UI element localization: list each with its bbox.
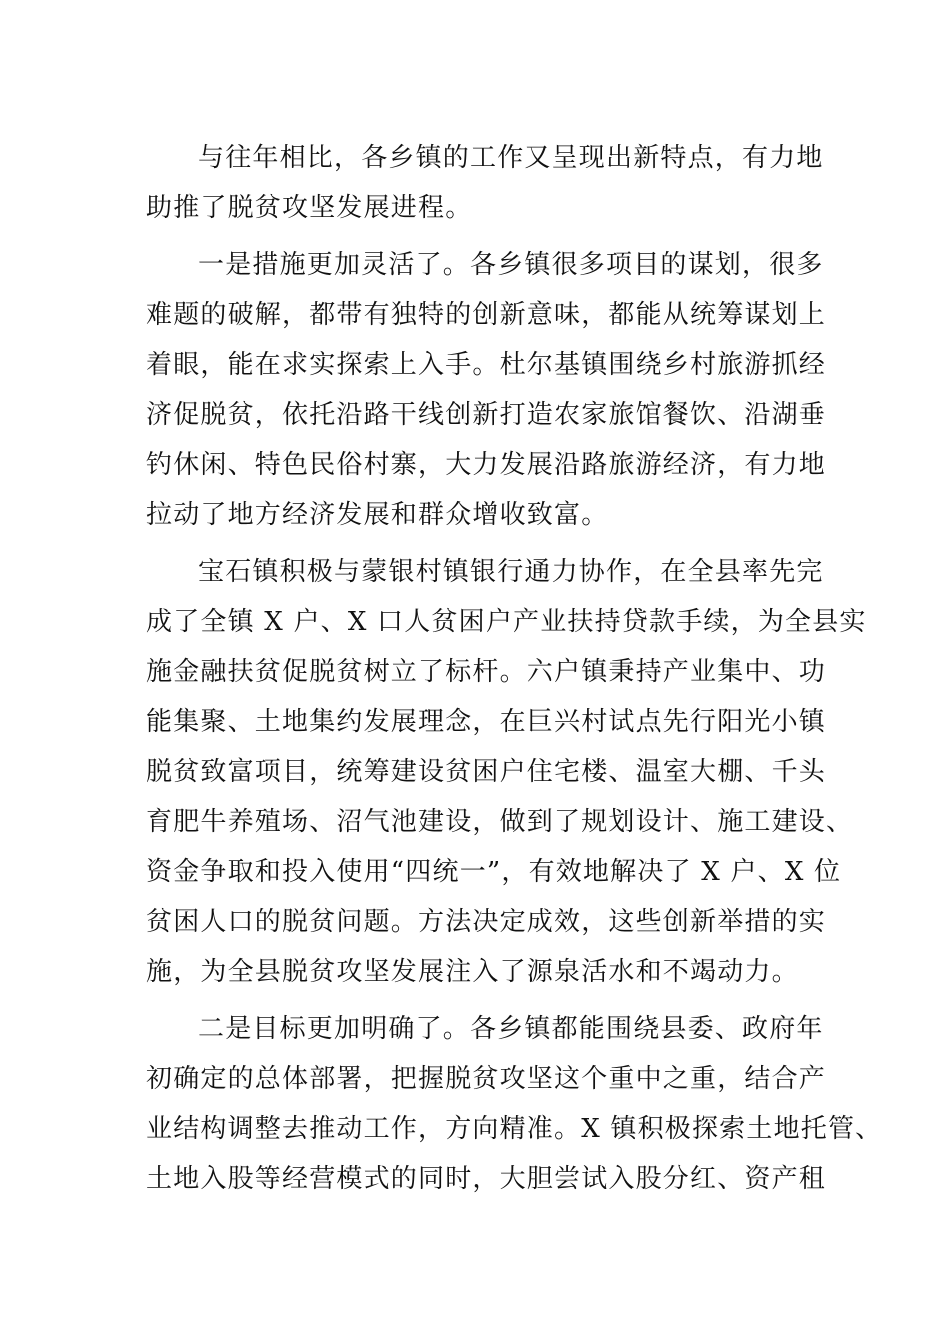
text-line: 二是目标更加明确了。各乡镇都能围绕县委、政府年 xyxy=(198,1014,824,1044)
text-line: 能集聚、土地集约发展理念，在巨兴村试点先行阳光小镇 xyxy=(146,707,827,737)
paragraph-goals xyxy=(146,1004,883,1204)
text-line: 施，为全县脱贫攻坚发展注入了源泉活水和不竭动力。 xyxy=(146,957,799,987)
text-line: 难题的破解，都带有独特的创新意味，都能从统筹谋划上 xyxy=(146,300,827,330)
text-line: 育肥牛养殖场、沼气池建设，做到了规划设计、施工建设、 xyxy=(146,807,854,837)
text-line: 资金争取和投入使用“四统一”，有效地解决了 X 户、X 位 xyxy=(146,857,842,887)
text-line: 一是措施更加灵活了。各乡镇很多项目的谋划，很多 xyxy=(198,250,824,280)
text-line: 钓休闲、特色民俗村寨，大力发展沿路旅游经济，有力地 xyxy=(146,450,827,480)
document-body xyxy=(146,133,883,1211)
paragraph-measures xyxy=(146,240,827,540)
text-line: 施金融扶贫促脱贫树立了标杆。六户镇秉持产业集中、功 xyxy=(146,657,827,687)
text-line: 成了全镇 X 户、X 口人贫困户产业扶持贷款手续，为全县实 xyxy=(146,607,867,637)
text-line: 土地入股等经营模式的同时，大胆尝试入股分红、资产租 xyxy=(146,1164,827,1194)
text-line: 着眼，能在求实探索上入手。杜尔基镇围绕乡村旅游抓经 xyxy=(146,350,827,380)
paragraph-examples xyxy=(146,547,867,997)
text-line: 业结构调整去推动工作，方向精准。X 镇积极探索土地托管、 xyxy=(146,1114,883,1144)
text-line: 济促脱贫，依托沿路干线创新打造农家旅馆餐饮、沿湖垂 xyxy=(146,400,827,430)
text-line: 助推了脱贫攻坚发展进程。 xyxy=(146,193,473,223)
paragraph-intro xyxy=(146,133,824,233)
text-line: 宝石镇积极与蒙银村镇银行通力协作，在全县率先完 xyxy=(198,557,824,587)
text-line: 与往年相比，各乡镇的工作又呈现出新特点，有力地 xyxy=(198,143,824,173)
text-line: 脱贫致富项目，统筹建设贫困户住宅楼、温室大棚、千头 xyxy=(146,757,827,787)
text-line: 拉动了地方经济发展和群众增收致富。 xyxy=(146,500,609,530)
text-line: 贫困人口的脱贫问题。方法决定成效，这些创新举措的实 xyxy=(146,907,827,937)
text-line: 初确定的总体部署，把握脱贫攻坚这个重中之重，结合产 xyxy=(146,1064,827,1094)
